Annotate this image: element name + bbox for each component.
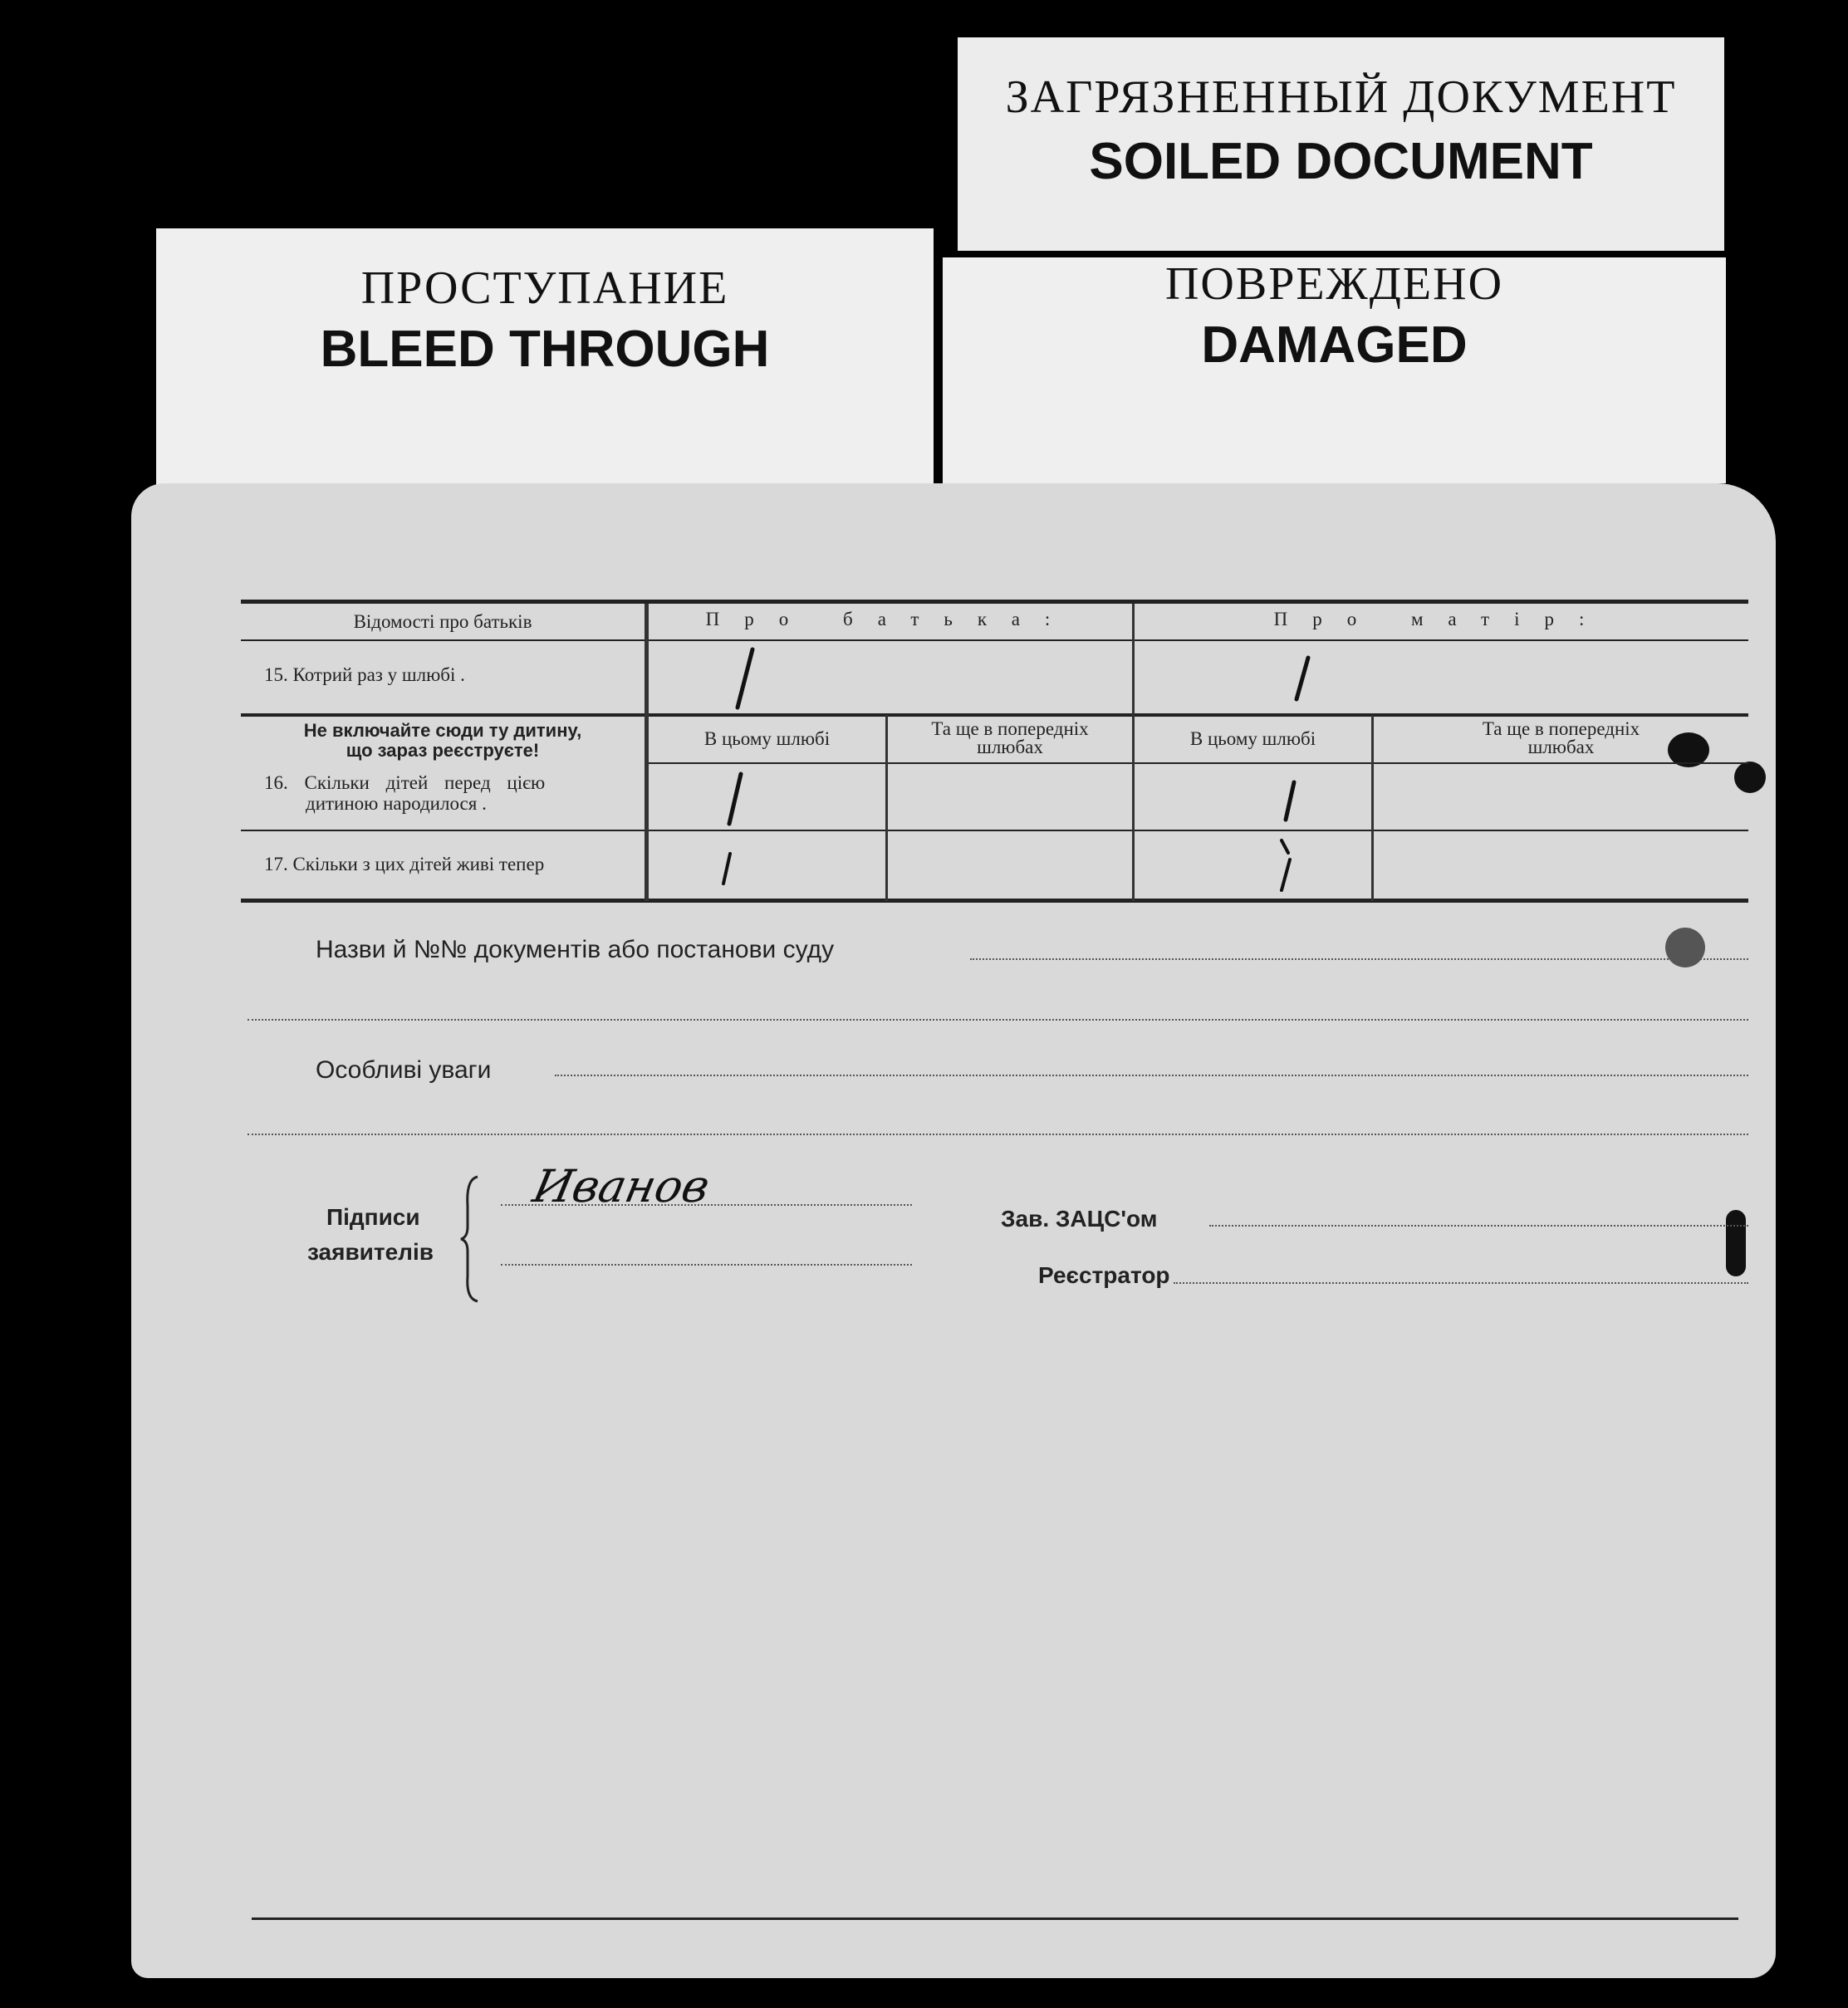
mother-this-marriage: В цьому шлюбі (1189, 728, 1316, 749)
registrar-field[interactable] (1174, 1282, 1748, 1284)
table-rule (241, 830, 1748, 831)
applicant-signature-line1[interactable] (501, 1204, 912, 1206)
signature-brace (459, 1173, 484, 1305)
father-this-marriage: В цьому шлюбі (703, 728, 831, 749)
notes-field-line2[interactable] (248, 1134, 1748, 1135)
damaged-label-ru: ПОВРЕЖДЕНО (1164, 258, 1504, 310)
table-rule (646, 762, 1748, 764)
signatures-label-line1: Підписи (326, 1204, 420, 1230)
form-sheet (131, 483, 1776, 1978)
father-previous-marriages-l1: Та ще в попередніх (931, 718, 1089, 739)
head-of-registry-label: Зав. ЗАЦС'ом (1001, 1206, 1158, 1232)
bleed-label-en: BLEED THROUGH (320, 321, 770, 378)
row16-mother-mark (1277, 778, 1302, 824)
header-about-father: Про батька: (705, 609, 1076, 629)
bottom-rule (252, 1917, 1738, 1920)
registrar-label: Реєстратор (1038, 1262, 1170, 1288)
table-top-rule (241, 600, 1748, 604)
row15-father-mark (729, 645, 762, 712)
bleed-label-ru: ПРОСТУПАНИЕ (360, 262, 729, 314)
damaged-card (943, 257, 1726, 483)
header-about-mother: Про матір: (1273, 609, 1610, 629)
punch-hole (1726, 1210, 1746, 1276)
table-divider (645, 604, 649, 901)
row17-label: 17. Скільки з цих дітей живі тепер (264, 854, 545, 874)
notes-label: Особливі уваги (316, 1056, 492, 1084)
row17-mother-mark (1273, 836, 1298, 894)
applicant-signature-line2[interactable] (501, 1264, 912, 1266)
soiled-label-ru: ЗАГРЯЗНЕННЫЙ ДОКУМЕНТ (1005, 71, 1677, 123)
documents-label: Назви й №№ документів або постанови суду (316, 936, 835, 963)
signatures-label-line2: заявителів (307, 1239, 434, 1265)
row16-father-mark (723, 770, 748, 828)
bleed-through-card (156, 228, 934, 492)
row15-label: 15. Котрий раз у шлюбі . (264, 664, 465, 685)
note-exclude-child-line2: що зараз реєструєте! (346, 740, 540, 761)
table-rule (241, 639, 1748, 641)
table-divider (1132, 604, 1135, 901)
row17-father-mark (717, 850, 738, 888)
soiled-label-en: SOILED DOCUMENT (1089, 133, 1593, 190)
notes-field[interactable] (555, 1075, 1748, 1076)
header-parents-info: Відомості про батьків (353, 611, 532, 632)
father-previous-marriages-l2: шлюбах (977, 737, 1043, 757)
row16-label-line2: дитиною народилося . (306, 793, 487, 814)
documents-field[interactable] (970, 958, 1748, 960)
mother-previous-marriages-l1: Та ще в попередніх (1482, 718, 1640, 739)
damaged-label-en: DAMAGED (1201, 316, 1468, 374)
applicant-signature: Иванов (528, 1160, 714, 1212)
head-of-registry-field[interactable] (1209, 1225, 1748, 1227)
soiled-document-card (958, 37, 1724, 251)
punch-hole (1734, 762, 1766, 793)
table-bottom-rule (241, 899, 1748, 903)
documents-field-line2[interactable] (248, 1019, 1748, 1021)
mother-previous-marriages-l2: шлюбах (1527, 737, 1595, 757)
punch-hole (1665, 928, 1705, 967)
table-rule (241, 713, 1748, 717)
note-exclude-child-line1: Не включайте сюди ту дитину, (303, 720, 582, 741)
row15-mother-mark (1290, 654, 1315, 703)
row16-label-line1: 16. Скільки дітей перед цією (264, 772, 546, 793)
